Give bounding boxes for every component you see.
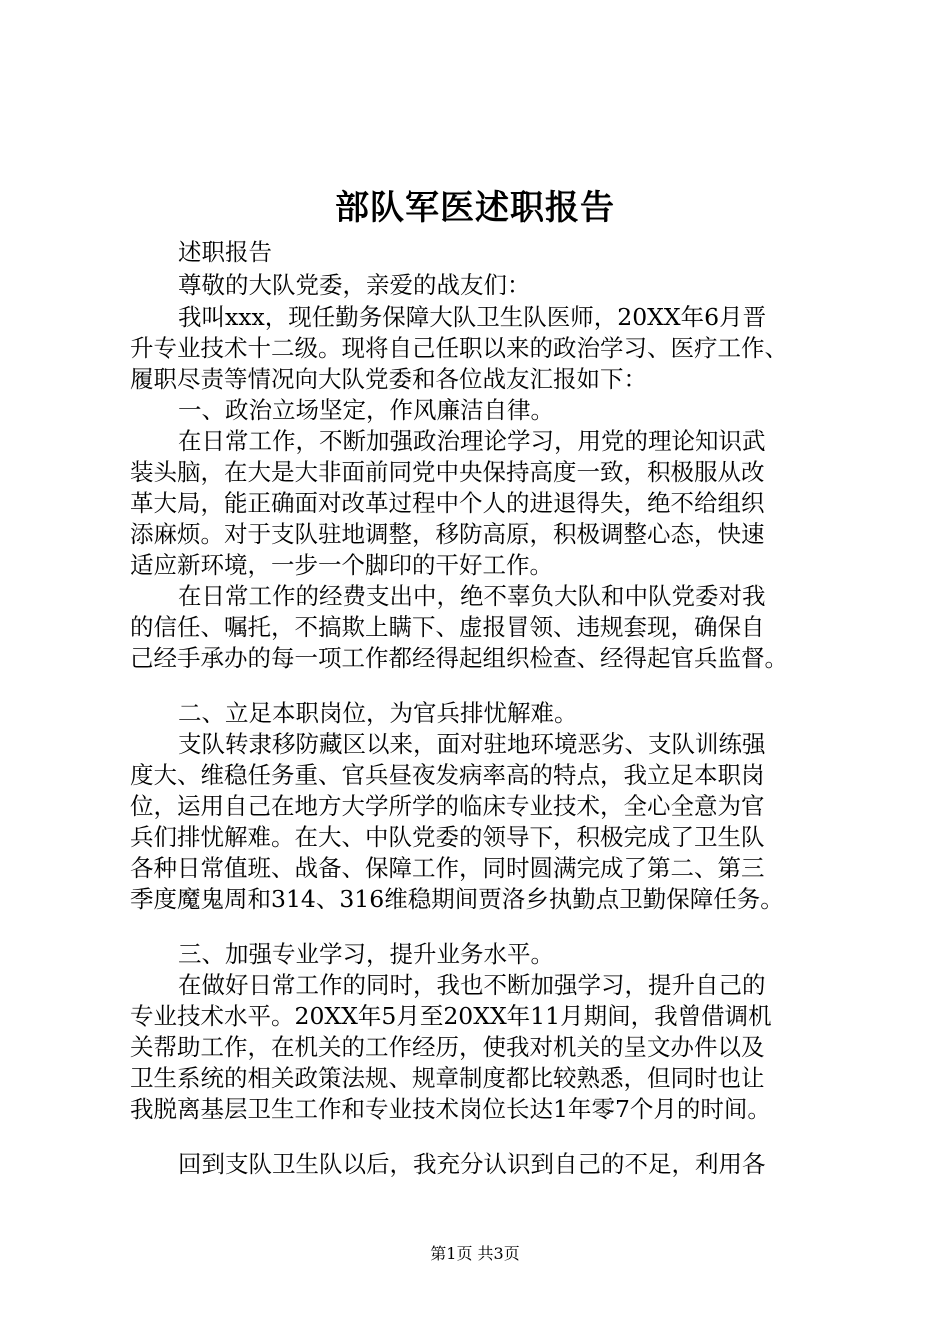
text-line: 位，运用自己在地方大学所学的临床专业技术，全心全意为官 xyxy=(130,792,765,820)
text-line: 在日常工作，不断加强政治理论学习，用党的理论知识武 xyxy=(178,427,766,455)
text-line: 回到支队卫生队以后，我充分认识到自己的不足，利用各 xyxy=(178,1150,766,1178)
text-line: 装头脑，在大是大非面前同党中央保持高度一致，积极服从改 xyxy=(130,458,765,486)
text-line: 各种日常值班、战备、保障工作，同时圆满完成了第二、第三 xyxy=(130,854,765,882)
document-title: 部队军医述职报告 xyxy=(335,188,615,228)
section-heading: 三、加强专业学习，提升业务水平。 xyxy=(178,940,554,968)
page-footer: 第1页 共3页 xyxy=(430,1244,520,1263)
text-line: 述职报告 xyxy=(178,238,272,266)
text-line: 度大、维稳任务重、官兵昼夜发病率高的特点，我立足本职岗 xyxy=(130,761,765,789)
text-line: 履职尽责等情况向大队党委和各位战友汇报如下： xyxy=(130,365,647,393)
text-line: 升专业技术十二级。现将自己任职以来的政治学习、医疗工作、 xyxy=(130,334,788,362)
text-line: 我脱离基层卫生工作和专业技术岗位长达1年零7个月的时间。 xyxy=(130,1095,771,1123)
text-line: 的信任、嘱托，不搞欺上瞒下、虚报冒领、违规套现，确保自 xyxy=(130,613,765,641)
text-line: 尊敬的大队党委，亲爱的战友们： xyxy=(178,271,531,299)
text-line: 我叫xxx，现任勤务保障大队卫生队医师，20XX年6月晋 xyxy=(178,303,767,331)
section-heading: 二、立足本职岗位，为官兵排忧解难。 xyxy=(178,699,578,727)
text-line: 己经手承办的每一项工作都经得起组织检查、经得起官兵监督。 xyxy=(130,644,788,672)
text-line: 适应新环境，一步一个脚印的干好工作。 xyxy=(130,551,553,579)
text-line: 添麻烦。对于支队驻地调整，移防高原，积极调整心态，快速 xyxy=(130,520,765,548)
text-line: 关帮助工作，在机关的工作经历，使我对机关的呈文办件以及 xyxy=(130,1033,765,1061)
text-line: 专业技术水平。20XX年5月至20XX年11月期间，我曾借调机 xyxy=(130,1002,772,1030)
text-line: 卫生系统的相关政策法规、规章制度都比较熟悉，但同时也让 xyxy=(130,1064,765,1092)
section-heading: 一、政治立场坚定，作风廉洁自律。 xyxy=(178,396,554,424)
text-line: 在做好日常工作的同时，我也不断加强学习，提升自己的 xyxy=(178,971,766,999)
text-line: 季度魔鬼周和314、316维稳期间贾洛乡执勤点卫勤保障任务。 xyxy=(130,885,784,913)
text-line: 兵们排忧解难。在大、中队党委的领导下，积极完成了卫生队 xyxy=(130,823,765,851)
text-line: 革大局，能正确面对改革过程中个人的进退得失，绝不给组织 xyxy=(130,489,765,517)
text-line: 支队转隶移防藏区以来，面对驻地环境恶劣、支队训练强 xyxy=(178,730,766,758)
text-line: 在日常工作的经费支出中，绝不辜负大队和中队党委对我 xyxy=(178,582,766,610)
